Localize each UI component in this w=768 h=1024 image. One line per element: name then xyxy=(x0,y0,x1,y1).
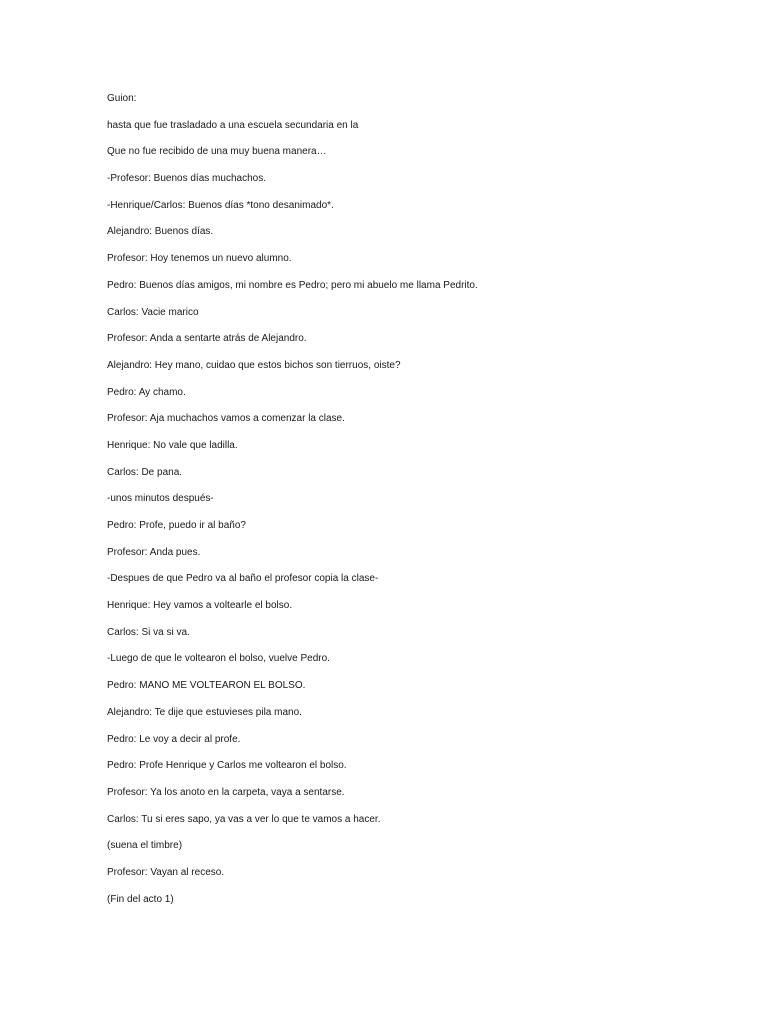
script-line: Pedro: MANO ME VOLTEARON EL BOLSO. xyxy=(107,680,306,692)
script-line: Alejandro: Te dije que estuvieses pila mano. xyxy=(107,706,302,718)
script-title: Guion: xyxy=(107,93,137,104)
script-line: -Henrique/Carlos: Buenos días *tono desanimado*. xyxy=(107,199,334,211)
script-line: Que no fue recibido de una muy buena manera… xyxy=(107,146,327,158)
script-line: Carlos: Si va si va. xyxy=(107,626,190,638)
script-line: Henrique: No vale que ladilla. xyxy=(107,439,238,451)
script-line: Pedro: Profe, puedo ir al baño? xyxy=(107,520,246,531)
script-line: Henrique: Hey vamos a voltearle el bolso. xyxy=(107,600,293,612)
script-line: Pedro: Ay chamo. xyxy=(107,386,186,398)
act-end: (Fin del acto 1) xyxy=(107,893,174,905)
script-line: Carlos: De pana. xyxy=(107,466,183,478)
script-line: Pedro: Profe Henrique y Carlos me voltearon el bolso. xyxy=(107,760,347,772)
script-line: Profesor: Aja muchachos vamos a comenzar la clase. xyxy=(107,413,345,425)
script-line: hasta que fue trasladado a una escuela secundaria en la xyxy=(107,119,359,131)
stage-direction: -Despues de que Pedro va al baño el profesor copia la clase- xyxy=(107,573,379,585)
script-line: Pedro: Buenos días amigos, mi nombre es Pedro; pero mi abuelo me llama Pedrito. xyxy=(107,279,478,291)
script-line: Profesor: Hoy tenemos un nuevo alumno. xyxy=(107,253,292,265)
script-line: Alejandro: Buenos días. xyxy=(107,226,214,238)
script-line: Profesor: Ya los anoto en la carpeta, vaya a sentarse. xyxy=(107,786,345,798)
script-line: Profesor: Vayan al receso. xyxy=(107,866,225,878)
script-line: Carlos: Vacie marico xyxy=(107,306,199,318)
document-page xyxy=(107,92,707,919)
script-line: Carlos: Tu si eres sapo, ya vas a ver lo que te vamos a hacer. xyxy=(107,813,381,825)
stage-direction: (suena el timbre) xyxy=(107,840,183,852)
script-line: -Profesor: Buenos días muchachos. xyxy=(107,173,266,185)
script-line: Pedro: Le voy a decir al profe. xyxy=(107,733,241,745)
script-line: Profesor: Anda pues. xyxy=(107,546,201,558)
script-line: Profesor: Anda a sentarte atrás de Alejandro. xyxy=(107,333,307,345)
script-line: Alejandro: Hey mano, cuidao que estos bichos son tierruos, oiste? xyxy=(107,359,401,371)
stage-direction: -unos minutos después- xyxy=(107,493,214,505)
stage-direction: -Luego de que le voltearon el bolso, vuelve Pedro. xyxy=(107,653,330,665)
